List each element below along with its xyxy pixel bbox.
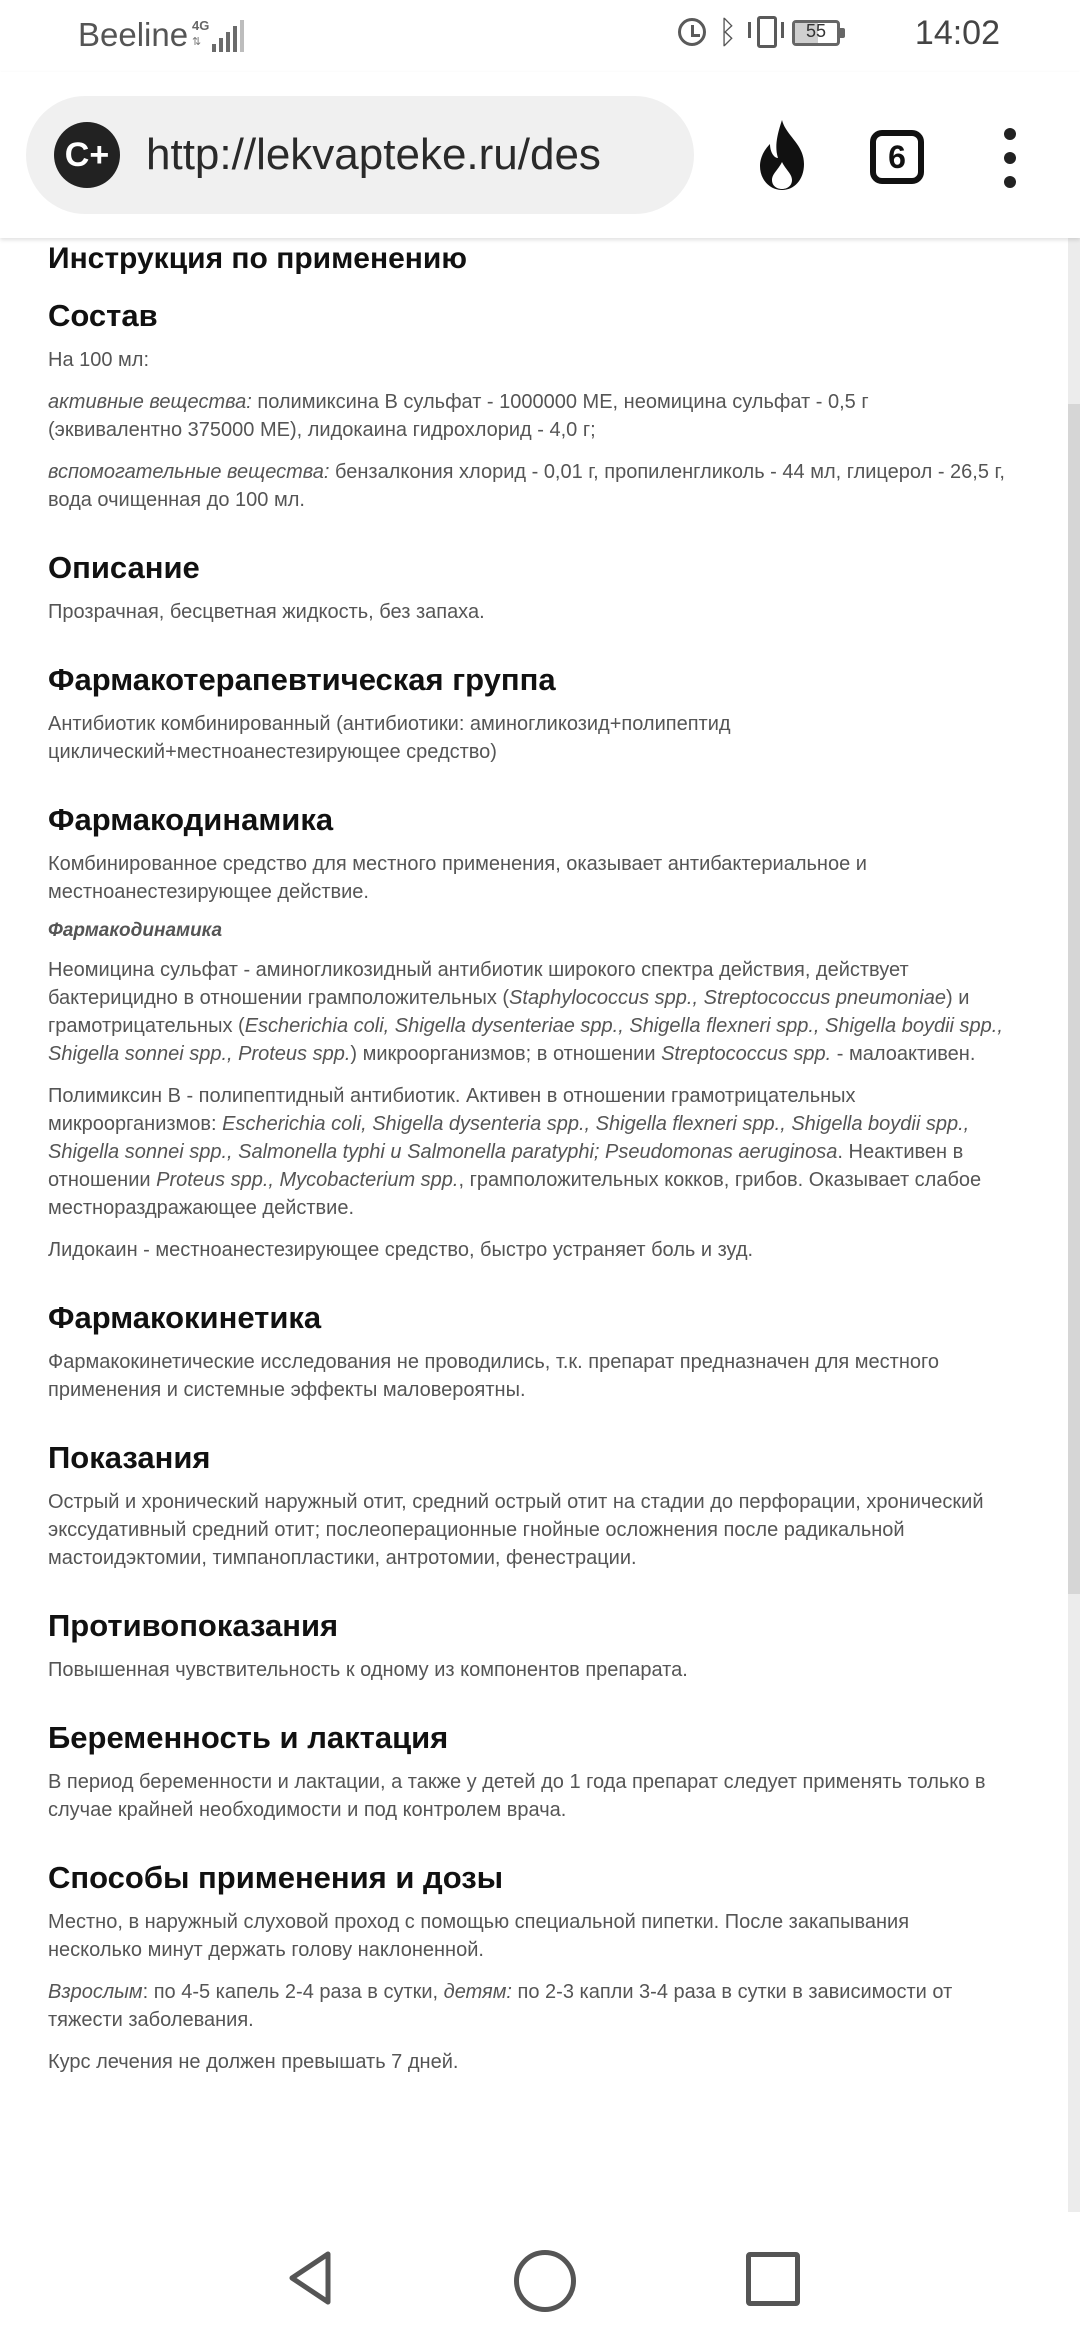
clock: 14:02 bbox=[914, 14, 1000, 52]
signal-bars-icon bbox=[212, 18, 244, 52]
network-type: 4G bbox=[192, 18, 210, 33]
section-pokazaniya bbox=[48, 1440, 1008, 1572]
section-title: Показания bbox=[48, 1440, 211, 1475]
tabs-count: 6 bbox=[888, 139, 906, 175]
browser-toolbar bbox=[0, 72, 1080, 238]
section-protivopokazaniya bbox=[48, 1608, 1008, 1684]
paragraph: Повышенная чувствительность к одному из компонентов препарата. bbox=[48, 1659, 688, 1681]
home-icon[interactable] bbox=[514, 2250, 576, 2312]
scrollbar-thumb[interactable] bbox=[1068, 404, 1080, 1594]
section-opisanie bbox=[48, 550, 1008, 626]
paragraph: Острый и хронический наружный отит, средний острый отит на стадии до перфорации, хронический экссудативный средний отит; послеоперационные гнойные осложнения после радикальной мастоидэктомии, тимпанопластики, антротомии, фенестрации. bbox=[48, 1491, 984, 1569]
section-title: Описание bbox=[48, 550, 200, 585]
recent-apps-icon[interactable] bbox=[746, 2252, 800, 2306]
fire-icon[interactable] bbox=[752, 118, 812, 192]
battery-level: 55 bbox=[805, 21, 827, 41]
section-title: Фармакодинамика bbox=[48, 802, 334, 837]
vibrate-icon bbox=[748, 16, 784, 48]
section-farm-group bbox=[48, 662, 1008, 766]
battery-icon bbox=[792, 20, 848, 48]
paragraph: Лидокаин - местноанестезирующее средство, быстро устраняет боль и зуд. bbox=[48, 1239, 754, 1261]
page-heading: Инструкция по применению bbox=[48, 242, 467, 275]
section-title: Фармакокинетика bbox=[48, 1300, 322, 1335]
signal-icon bbox=[192, 18, 244, 52]
paragraph: В период беременности и лактации, а также у детей до 1 года препарат следует применять только в случае крайней необходимости и под контролем врача. bbox=[48, 1771, 986, 1821]
site-favicon[interactable]: C+ bbox=[54, 122, 120, 188]
page-content bbox=[48, 238, 1008, 2112]
alarm-icon bbox=[678, 18, 706, 46]
scrollbar[interactable] bbox=[1068, 238, 1080, 2238]
section-sposoby bbox=[48, 1860, 1008, 2076]
section-sostav bbox=[48, 298, 1008, 514]
data-arrows-icon: ⇅ bbox=[192, 36, 202, 48]
status-bar bbox=[0, 0, 1080, 72]
paragraph: На 100 мл: bbox=[48, 349, 150, 371]
bluetooth-icon: ᛒ bbox=[718, 14, 738, 50]
section-title: Способы применения и дозы bbox=[48, 1860, 504, 1895]
url-text[interactable]: http://lekvapteke.ru/des bbox=[146, 130, 601, 179]
section-beremennost bbox=[48, 1720, 1008, 1824]
carrier-name: Beeline bbox=[78, 16, 189, 53]
navigation-bar bbox=[0, 2212, 1080, 2340]
paragraph: Неомицина сульфат - аминогликозидный антибиотик широкого спектра действия, действует бактерицидно в отношении грамположительных (Staphylococcus spp., Streptococcus pneumoniae) и грамотрицательных (Escherichia coli, Shigella dysenteriae spp., Shigella flexneri spp., Shigella boydii spp., Shigella sonnei spp., Proteus spp.) микроорганизмов; в отношении Streptococcus spp. - малоактивен. bbox=[48, 959, 1003, 1065]
section-farmakokinetika bbox=[48, 1300, 1008, 1404]
section-title: Противопоказания bbox=[48, 1608, 339, 1643]
paragraph: Антибиотик комбинированный (антибиотики: аминогликозид+полипептид циклический+местноанестезирующее средство) bbox=[48, 713, 731, 763]
back-icon[interactable] bbox=[282, 2248, 342, 2308]
paragraph: активные вещества: полимиксина В сульфат - 1000000 МЕ, неомицина сульфат - 0,5 г (эквивалентно 375000 МЕ), лидокаина гидрохлорид - 4,0 г; bbox=[48, 391, 869, 441]
paragraph: Комбинированное средство для местного применения, оказывает антибактериальное и местноанестезирующее действие. bbox=[48, 853, 867, 903]
section-title: Беременность и лактация bbox=[48, 1720, 449, 1755]
section-farmakodinamika bbox=[48, 802, 1008, 1264]
paragraph: Курс лечения не должен превышать 7 дней. bbox=[48, 2051, 459, 2073]
subsection-title: Фармакодинамика bbox=[48, 920, 223, 941]
address-bar[interactable] bbox=[26, 96, 694, 214]
section-title: Состав bbox=[48, 298, 158, 333]
paragraph: Взрослым: по 4-5 капель 2-4 раза в сутки, детям: по 2-3 капли 3-4 раза в сутки в зависимости от тяжести заболевания. bbox=[48, 1981, 953, 2031]
paragraph: Фармакокинетические исследования не проводились, т.к. препарат предназначен для местного применения и системные эффекты маловероятны. bbox=[48, 1351, 939, 1401]
paragraph: Прозрачная, бесцветная жидкость, без запаха. bbox=[48, 601, 485, 623]
section-title: Фармакотерапевтическая группа bbox=[48, 662, 556, 697]
paragraph: Местно, в наружный слуховой проход с помощью специальной пипетки. После закапывания несколько минут держать голову наклоненной. bbox=[48, 1911, 910, 1961]
paragraph: Полимиксин В - полипептидный антибиотик. Активен в отношении грамотрицательных микроорганизмов: Escherichia coli, Shigella dysenteria spp., Shigella flexneri spp., Shigella boydii spp., Shigella sonnei spp., Salmonella typhi и Salmonella paratyphi; Pseudomonas aeruginosa. Неактивен в отношении Proteus spp., Mycobacterium spp., грамположительных кокков, грибов. Оказывает слабое местнораздражающее действие. bbox=[48, 1085, 982, 1219]
menu-icon[interactable] bbox=[1000, 128, 1020, 188]
tabs-button[interactable] bbox=[870, 130, 924, 184]
paragraph: вспомогательные вещества: бензалкония хлорид - 0,01 г, пропиленгликоль - 44 мл, глицерол - 26,5 г, вода очищенная до 100 мл. bbox=[48, 461, 1005, 511]
